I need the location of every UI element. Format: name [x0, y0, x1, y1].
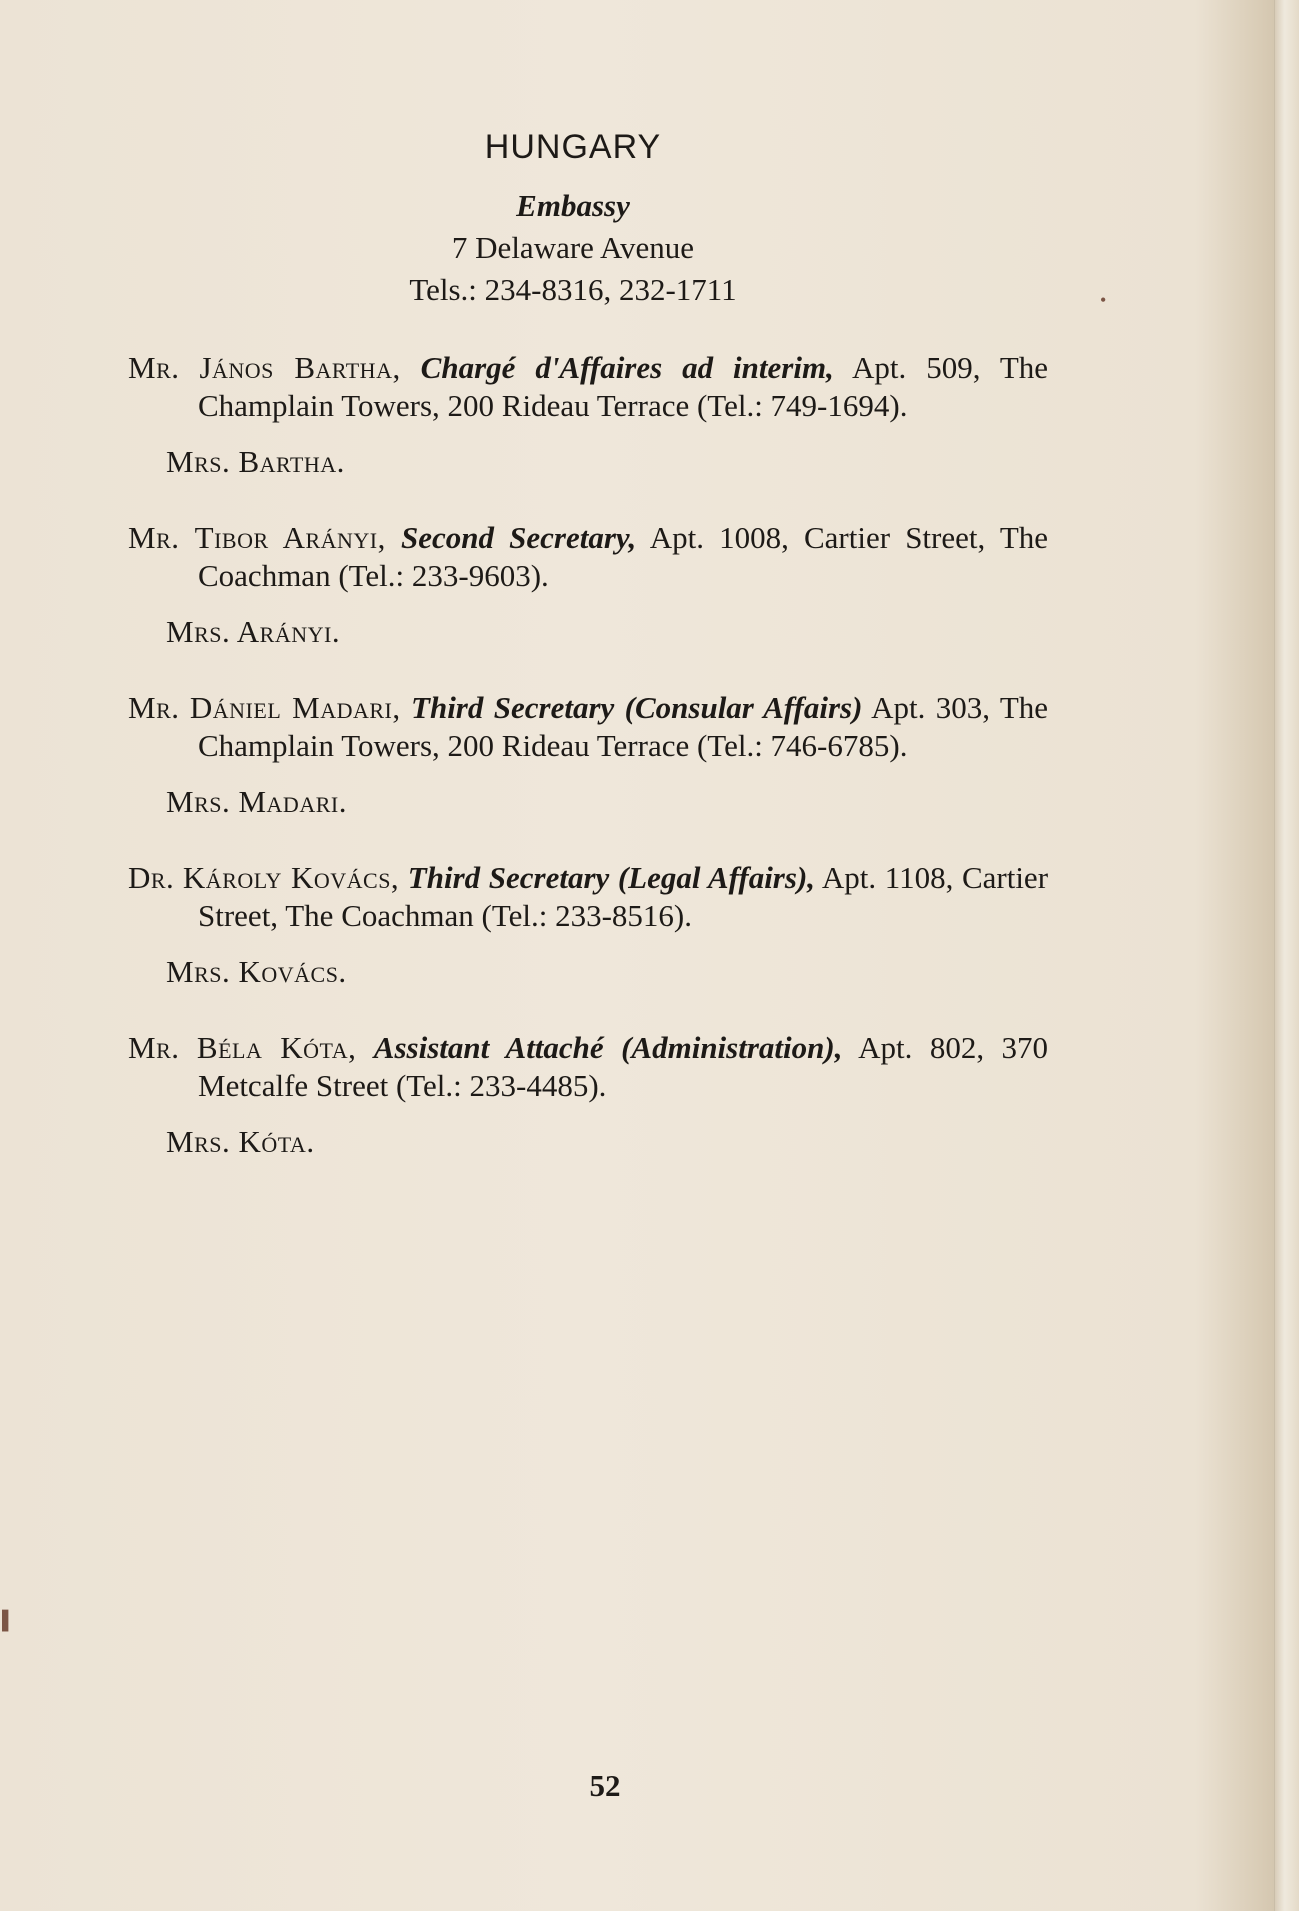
ink-speck: ▌	[2, 1610, 15, 1630]
entry-details: Apt. 509, The Champlain Towers, 200 Rideau Terrace (Tel.: 749-1694).	[198, 350, 1049, 423]
staff-list	[128, 349, 1048, 1161]
entry-title: Chargé d'Affaires ad interim,	[420, 350, 834, 385]
staff-entry	[128, 519, 1048, 651]
staff-entry	[128, 859, 1048, 991]
entry-prefix: Mr.	[128, 350, 180, 385]
entry-title: Third Secretary (Consular Affairs)	[411, 690, 863, 725]
entry-title: Third Secretary (Legal Affairs),	[407, 860, 816, 895]
entry-name: Béla Kóta,	[196, 1030, 357, 1065]
page-spine-edge	[1274, 0, 1299, 1911]
entry-details: Apt. 303, The Champlain Towers, 200 Rideau Terrace (Tel.: 746-6785).	[198, 690, 1049, 763]
entry-name: Károly Kovács,	[182, 860, 400, 895]
entry-name: János Bartha,	[199, 350, 401, 385]
entry-prefix: Mr.	[128, 690, 180, 725]
ink-speck: •	[1100, 290, 1107, 310]
embassy-phones: Tels.: 234-8316, 232-1711	[409, 272, 737, 307]
entry-details: Apt. 1008, Cartier Street, The Coachman (Tel.: 233-9603).	[198, 520, 1049, 593]
page-number: 52	[589, 1768, 621, 1803]
page-content	[128, 128, 1048, 1199]
embassy-address: 7 Delaware Avenue	[451, 230, 695, 265]
entry-title: Assistant Attaché (Administration),	[373, 1030, 843, 1065]
entry-prefix: Mr.	[128, 520, 180, 555]
entry-prefix: Dr.	[128, 860, 175, 895]
entry-details: Apt. 1108, Cartier Street, The Coachman (Tel.: 233-8516).	[198, 860, 1049, 933]
staff-entry	[128, 689, 1048, 821]
entry-name: Dániel Madari,	[189, 690, 401, 725]
country-heading: HUNGARY	[484, 128, 662, 166]
section-heading: Embassy	[516, 188, 630, 223]
staff-entry	[128, 349, 1048, 481]
entry-title: Second Secretary,	[401, 520, 637, 555]
staff-entry	[128, 1029, 1048, 1161]
entry-details: Apt. 802, 370 Metcalfe Street (Tel.: 233-4485).	[198, 1030, 1049, 1103]
entry-spouse: Mrs. Bartha.	[166, 444, 345, 479]
entry-prefix: Mr.	[128, 1030, 180, 1065]
entry-spouse: Mrs. Arányi.	[166, 614, 341, 649]
entry-spouse: Mrs. Kóta.	[166, 1124, 315, 1159]
entry-name: Tibor Arányi,	[194, 520, 386, 555]
entry-spouse: Mrs. Kovács.	[166, 954, 347, 989]
entry-spouse: Mrs. Madari.	[166, 784, 347, 819]
